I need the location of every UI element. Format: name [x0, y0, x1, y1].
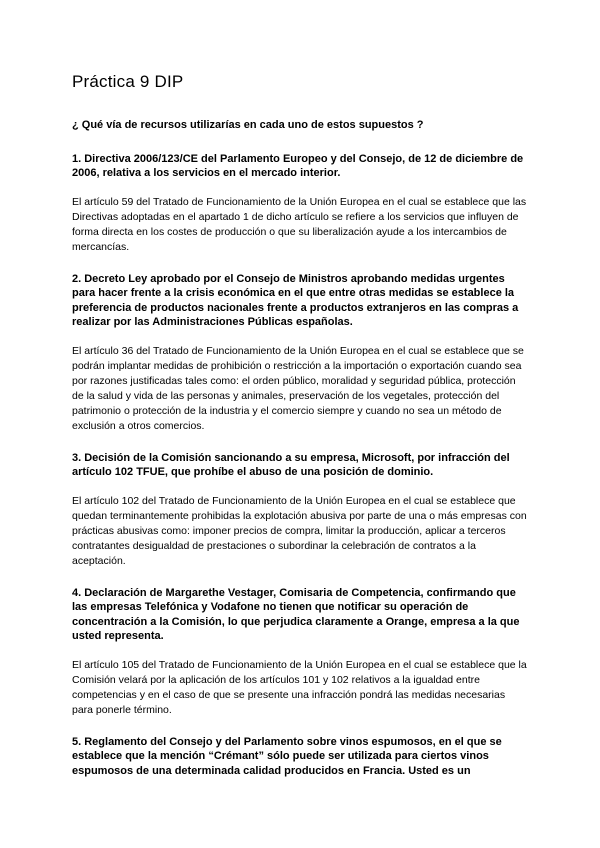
section-2 [72, 272, 528, 434]
section-heading: 1. Directiva 2006/123/CE del Parlamento Europeo y del Consejo, de 12 de diciembre de 2006, relativa a los servicios en el mercado interior. [72, 152, 524, 179]
section-body: El artículo 102 del Tratado de Funcionamiento de la Unión Europea en el cual se establece que quedan terminantemente prohibidas la explotación abusiva por parte de una o más empresas con prácticas abusivas como: imponer precios de compra, limitar la producción, aplicar a terceros contratantes desigualdad de prestaciones o subordinar la celebración de contratos a la aceptación. [72, 494, 527, 567]
section-1 [72, 152, 528, 255]
section-body: El artículo 59 del Tratado de Funcionamiento de la Unión Europea en el cual se establece que las Directivas adoptadas en el apartado 1 de dicho artículo se refiere a los servicios que influyen de forma directa en los costes de producción o que su liberalización ayude a los intercambios de mercancías. [72, 195, 527, 253]
section-5 [72, 735, 528, 779]
section-heading: 3. Decisión de la Comisión sancionando a su empresa, Microsoft, por infracción del artículo 102 TFUE, que prohíbe el abuso de una posición de dominio. [72, 451, 510, 478]
section-3 [72, 451, 528, 569]
main-question: ¿ Qué vía de recursos utilizarías en cada uno de estos supuestos ? [72, 119, 424, 131]
page-title: Práctica 9 DIP [72, 72, 184, 91]
section-body: El artículo 105 del Tratado de Funcionamiento de la Unión Europea en el cual se establece que la Comisión velará por la aplicación de los artículos 101 y 102 relativos a la igualdad entre competencias y en el caso de que se presente una infracción pondrá las medidas necesarias para ponerle término. [72, 658, 527, 716]
section-body: El artículo 36 del Tratado de Funcionamiento de la Unión Europea en el cual se establece que se podrán implantar medidas de prohibición o restricción a la importación o exportación cuando sea por razones justificadas tales como: el orden público, moralidad y seguridad pública, protección de la salud y vida de las personas y animales, preservación de los vegetales, protección del patrimonio o protección de la industria y el comercio siempre y cuando no sea un método de exclusión a otros comercios. [72, 344, 524, 432]
section-heading: 4. Declaración de Margarethe Vestager, Comisaria de Competencia, confirmando que las empresas Telefónica y Vodafone no tienen que notificar su operación de concentración a la Comisión, lo que perjudica claramente a Orange, empresa a la que usted representa. [72, 586, 520, 642]
section-heading: 5. Reglamento del Consejo y del Parlamento sobre vinos espumosos, en el que se establece que la mención “Crémant” sólo puede ser utilizada para ciertos vinos espumosos de una determinada calidad producidos en Francia. Usted es un [72, 735, 502, 777]
section-4 [72, 586, 528, 718]
section-heading: 2. Decreto Ley aprobado por el Consejo de Ministros aprobando medidas urgentes para hacer frente a la crisis económica en el que entre otras medidas se establece la preferencia de productos nacionales frente a productos extranjeros en las compras a realizar por las Administraciones Públicas españolas. [72, 272, 519, 328]
